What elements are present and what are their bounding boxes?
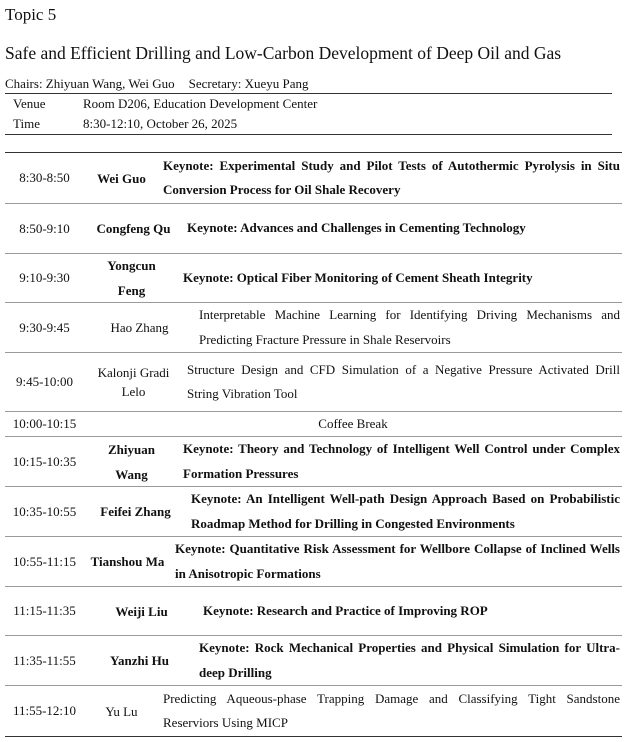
slot-time: 10:15-10:35 (12, 453, 77, 469)
speaker-name: Wei Guo (97, 170, 146, 186)
venue-value: Room D206, Education Development Center (83, 96, 318, 111)
slot-time: 11:55-12:10 (12, 703, 77, 718)
break-row (5, 412, 622, 437)
talk-title: Keynote: Advances and Challenges in Cementing Technology (187, 220, 526, 236)
talk-title: Keynote: Research and Practice of Improving ROP (203, 602, 488, 618)
slot-time: 11:15-11:35 (13, 603, 76, 618)
topic-label: Topic 5 (5, 5, 57, 24)
speaker-name: Yanzhi Hu (110, 653, 169, 668)
slot-time: 9:10-9:30 (19, 270, 70, 285)
slot-time: 9:45-10:00 (15, 374, 74, 389)
schedule-table (5, 152, 622, 737)
table-row (5, 437, 622, 487)
chairs-line (5, 76, 309, 92)
speaker-name: Feifei Zhang (100, 504, 171, 519)
table-row (5, 254, 622, 303)
speaker-name: Weiji Liu (115, 603, 168, 619)
time-label: Time (13, 116, 40, 131)
table-row (5, 686, 622, 736)
table-row (5, 537, 622, 587)
speaker-name: Kalonji Gradi Lelo (97, 365, 170, 399)
talk-title: Interpretable Machine Learning for Identifying Driving Mechanisms and Predicting Fracture Pressure in Shale Reservoirs (199, 307, 620, 347)
talk-title: Keynote: Optical Fiber Monitoring of Cement Sheath Integrity (183, 269, 533, 285)
table-row (5, 303, 622, 353)
slot-time: 8:50-9:10 (19, 220, 70, 236)
speaker-name: Congfeng Qu (96, 221, 171, 236)
speaker-name: Zhiyuan Wang (108, 441, 155, 482)
chairs-text: Chairs: Zhiyuan Wang, Wei Guo (5, 76, 175, 91)
talk-title: Keynote: Theory and Technology of Intelligent Well Control under Complex Formation Pressures (183, 441, 620, 481)
slot-time: 10:55-11:15 (12, 553, 77, 569)
talk-title: Keynote: Quantitative Risk Assessment for Wellbore Collapse of Inclined Wells in Anisotropic Formations (175, 541, 620, 581)
time-value: 8:30-12:10, October 26, 2025 (83, 116, 238, 131)
venue-label: Venue (13, 96, 46, 111)
slot-time: 8:30-8:50 (19, 170, 70, 185)
session-title: Safe and Efficient Drilling and Low-Carbon Development of Deep Oil and Gas (5, 43, 562, 63)
table-row (5, 353, 622, 412)
table-row (5, 204, 622, 254)
talk-title: Keynote: Rock Mechanical Properties and Physical Simulation for Ultra-deep Drilling (199, 640, 620, 680)
speaker-name: Hao Zhang (110, 320, 169, 335)
time-row (5, 114, 612, 134)
slot-time: 10:35-10:55 (12, 503, 77, 519)
table-row (5, 487, 622, 537)
session-info (5, 93, 612, 135)
venue-row (5, 94, 612, 114)
secretary-text: Secretary: Xueyu Pang (188, 76, 309, 91)
coffee-break-label: Coffee Break (318, 416, 388, 431)
talk-title: Structure Design and CFD Simulation of a Negative Pressure Activated Drill String Vibration Tool (187, 361, 620, 401)
speaker-name: Tianshou Ma (90, 554, 165, 569)
slot-time: 11:35-11:55 (13, 652, 76, 668)
table-row (5, 153, 622, 204)
slot-time: 9:30-9:45 (19, 319, 70, 335)
speaker-name: Yongcun Feng (107, 258, 156, 298)
talk-title: Keynote: Experimental Study and Pilot Tests of Autothermic Pyrolysis in Situ Conversion Process for Oil Shale Recovery (163, 157, 620, 197)
talk-title: Keynote: An Intelligent Well-path Design Approach Based on Probabilistic Roadmap Method for Drilling in Congested Environments (191, 491, 620, 531)
slot-time: 10:00-10:15 (12, 416, 77, 431)
talk-title: Predicting Aqueous-phase Trapping Damage and Classifying Tight Sandstone Reserviors Using MICP (163, 690, 620, 730)
speaker-name: Yu Lu (105, 703, 138, 719)
table-row (5, 587, 622, 636)
table-row (5, 636, 622, 686)
